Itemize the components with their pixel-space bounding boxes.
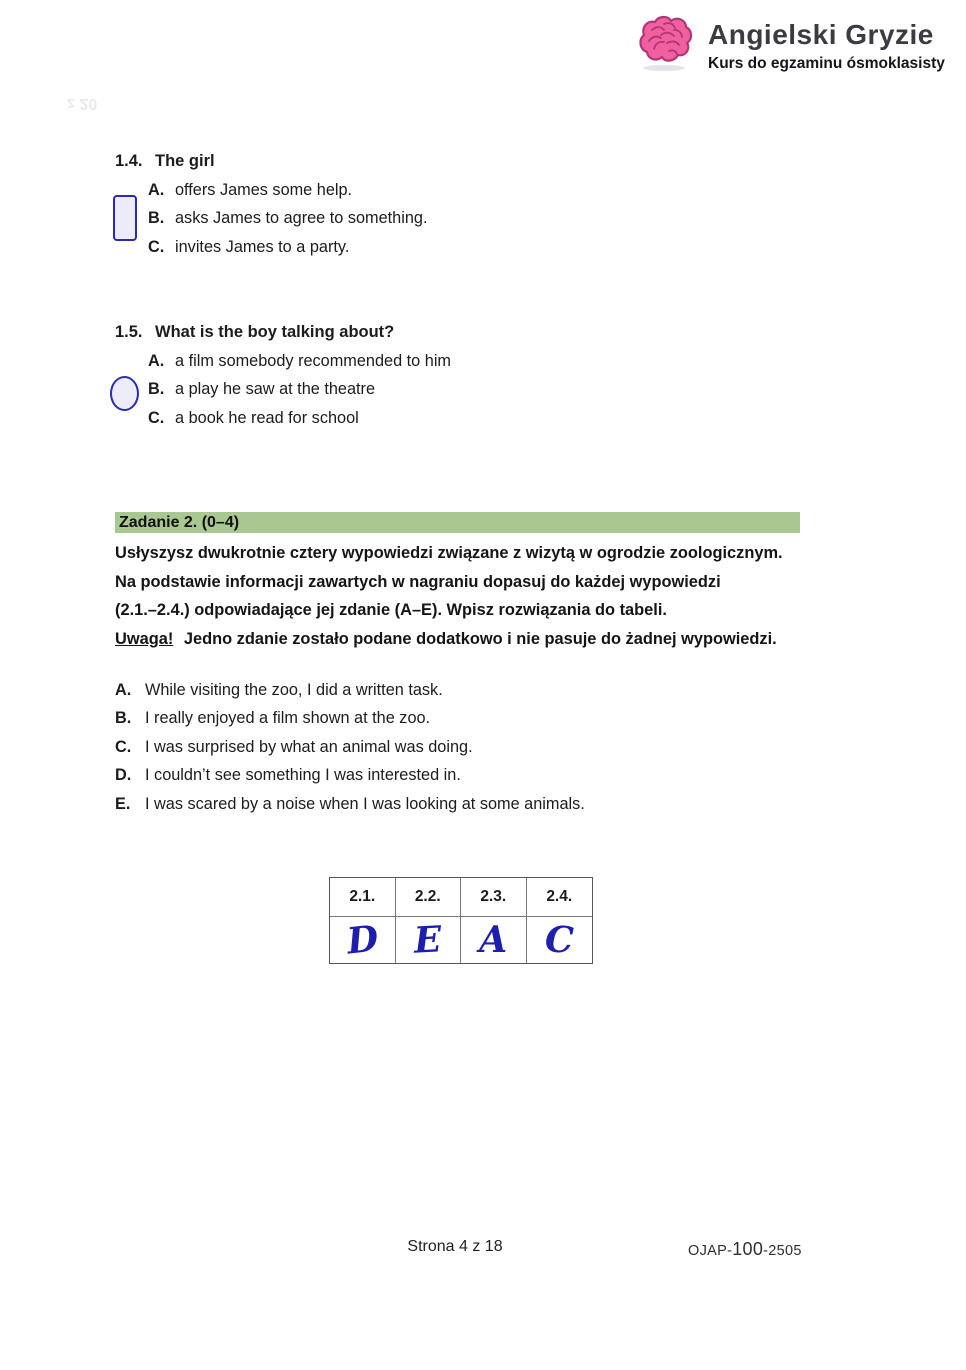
- option-b: [148, 375, 451, 403]
- print-bleed-mark: z 20: [67, 95, 98, 112]
- statement-e: [115, 790, 585, 818]
- option-c: [148, 404, 451, 432]
- option-letter: A.: [148, 352, 165, 370]
- question-1-5: [115, 322, 451, 432]
- answer-table-answer-cell: [330, 917, 396, 963]
- task-2-header-bar: Zadanie 2. (0–4): [115, 512, 800, 533]
- question-title: [115, 322, 451, 342]
- task-2-section: [115, 512, 805, 653]
- option-letter: A.: [148, 181, 165, 199]
- warning-label: Uwaga!: [115, 629, 174, 648]
- brand-text: [708, 14, 945, 73]
- instruction-line: Na podstawie informacji zawartych w nagraniu dopasuj do każdej wypowiedzi: [115, 572, 721, 591]
- pen-mark-circle-option-b: [110, 376, 139, 411]
- statement-b: [115, 704, 585, 732]
- option-text: invites James to a party.: [175, 237, 350, 256]
- statement-a: [115, 676, 585, 704]
- brand-title: Angielski Gryzie: [708, 19, 934, 50]
- option-letter: B.: [148, 209, 165, 228]
- options-list: [115, 176, 428, 261]
- question-prompt: What is the boy talking about?: [155, 323, 395, 341]
- option-text: asks James to agree to something.: [175, 209, 428, 228]
- statement-letter: D.: [115, 766, 132, 785]
- statement-text: I couldn’t see something I was interested in.: [145, 766, 461, 785]
- code-prefix: OJAP-: [688, 1243, 733, 1259]
- options-list: [115, 347, 451, 432]
- option-letter: C.: [148, 237, 165, 256]
- option-text: a film somebody recommended to him: [175, 352, 451, 370]
- statement-c: [115, 733, 585, 761]
- brand-header: [636, 14, 945, 73]
- statement-text: While visiting the zoo, I did a written task.: [145, 681, 443, 699]
- statement-letter: A.: [115, 681, 132, 699]
- statements-list: [115, 676, 585, 818]
- instruction-line: (2.1.–2.4.) odpowiadające jej zdanie (A–E). Wpisz rozwiązania do tabeli.: [115, 601, 667, 620]
- option-b: [148, 204, 428, 232]
- handwritten-answer: D: [344, 917, 380, 963]
- option-letter: B.: [148, 380, 165, 399]
- answer-table-header-cell: 2.3.: [461, 878, 527, 917]
- question-1-4: [115, 151, 428, 261]
- answers-table: [329, 877, 593, 964]
- statement-letter: C.: [115, 737, 132, 756]
- statement-letter: E.: [115, 794, 131, 813]
- option-text: a book he read for school: [175, 408, 359, 427]
- warning-line: [115, 625, 805, 654]
- handwritten-answer: C: [544, 918, 575, 962]
- question-number: 1.4.: [115, 152, 143, 170]
- answer-table-answer-cell: [527, 917, 593, 963]
- pen-mark-rectangle-option-b: [113, 195, 137, 241]
- option-text: offers James some help.: [175, 181, 353, 199]
- option-a: [148, 347, 451, 375]
- brain-icon: [636, 14, 694, 72]
- option-letter: C.: [148, 408, 165, 427]
- handwritten-answer: E: [412, 918, 443, 962]
- warning-text: Jedno zdanie zostało podane dodatkowo i nie pasuje do żadnej wypowiedzi.: [183, 629, 777, 648]
- footer-document-code: [688, 1239, 802, 1260]
- task-2-instructions: [115, 539, 805, 653]
- footer-page-number: Strona 4 z 18: [407, 1238, 503, 1255]
- statement-d: [115, 761, 585, 789]
- brand-subtitle: Kurs do egzaminu ósmoklasisty: [708, 54, 945, 72]
- option-text: a play he saw at the theatre: [175, 380, 376, 399]
- answer-table-header-cell: 2.2.: [396, 878, 462, 917]
- instruction-line: Usłyszysz dwukrotnie cztery wypowiedzi związane z wizytą w ogrodzie zoologicznym.: [115, 544, 783, 562]
- question-title: [115, 151, 428, 171]
- answer-table-answer-cell: [396, 917, 462, 963]
- handwritten-answer: A: [479, 919, 508, 961]
- statement-text: I was scared by a noise when I was looking at some animals.: [145, 794, 585, 813]
- statement-text: I was surprised by what an animal was doing.: [145, 737, 473, 756]
- statement-letter: B.: [115, 709, 132, 728]
- answer-table-header-cell: 2.4.: [527, 878, 593, 917]
- code-main: 100: [732, 1239, 764, 1259]
- answer-table-header-cell: 2.1.: [330, 878, 396, 917]
- option-a: [148, 176, 428, 204]
- statement-text: I really enjoyed a film shown at the zoo.: [145, 709, 431, 728]
- answer-table-answer-cell: [461, 917, 527, 963]
- option-c: [148, 233, 428, 261]
- question-number: 1.5.: [115, 323, 143, 341]
- code-suffix: -2505: [763, 1243, 802, 1259]
- question-prompt: The girl: [155, 152, 215, 170]
